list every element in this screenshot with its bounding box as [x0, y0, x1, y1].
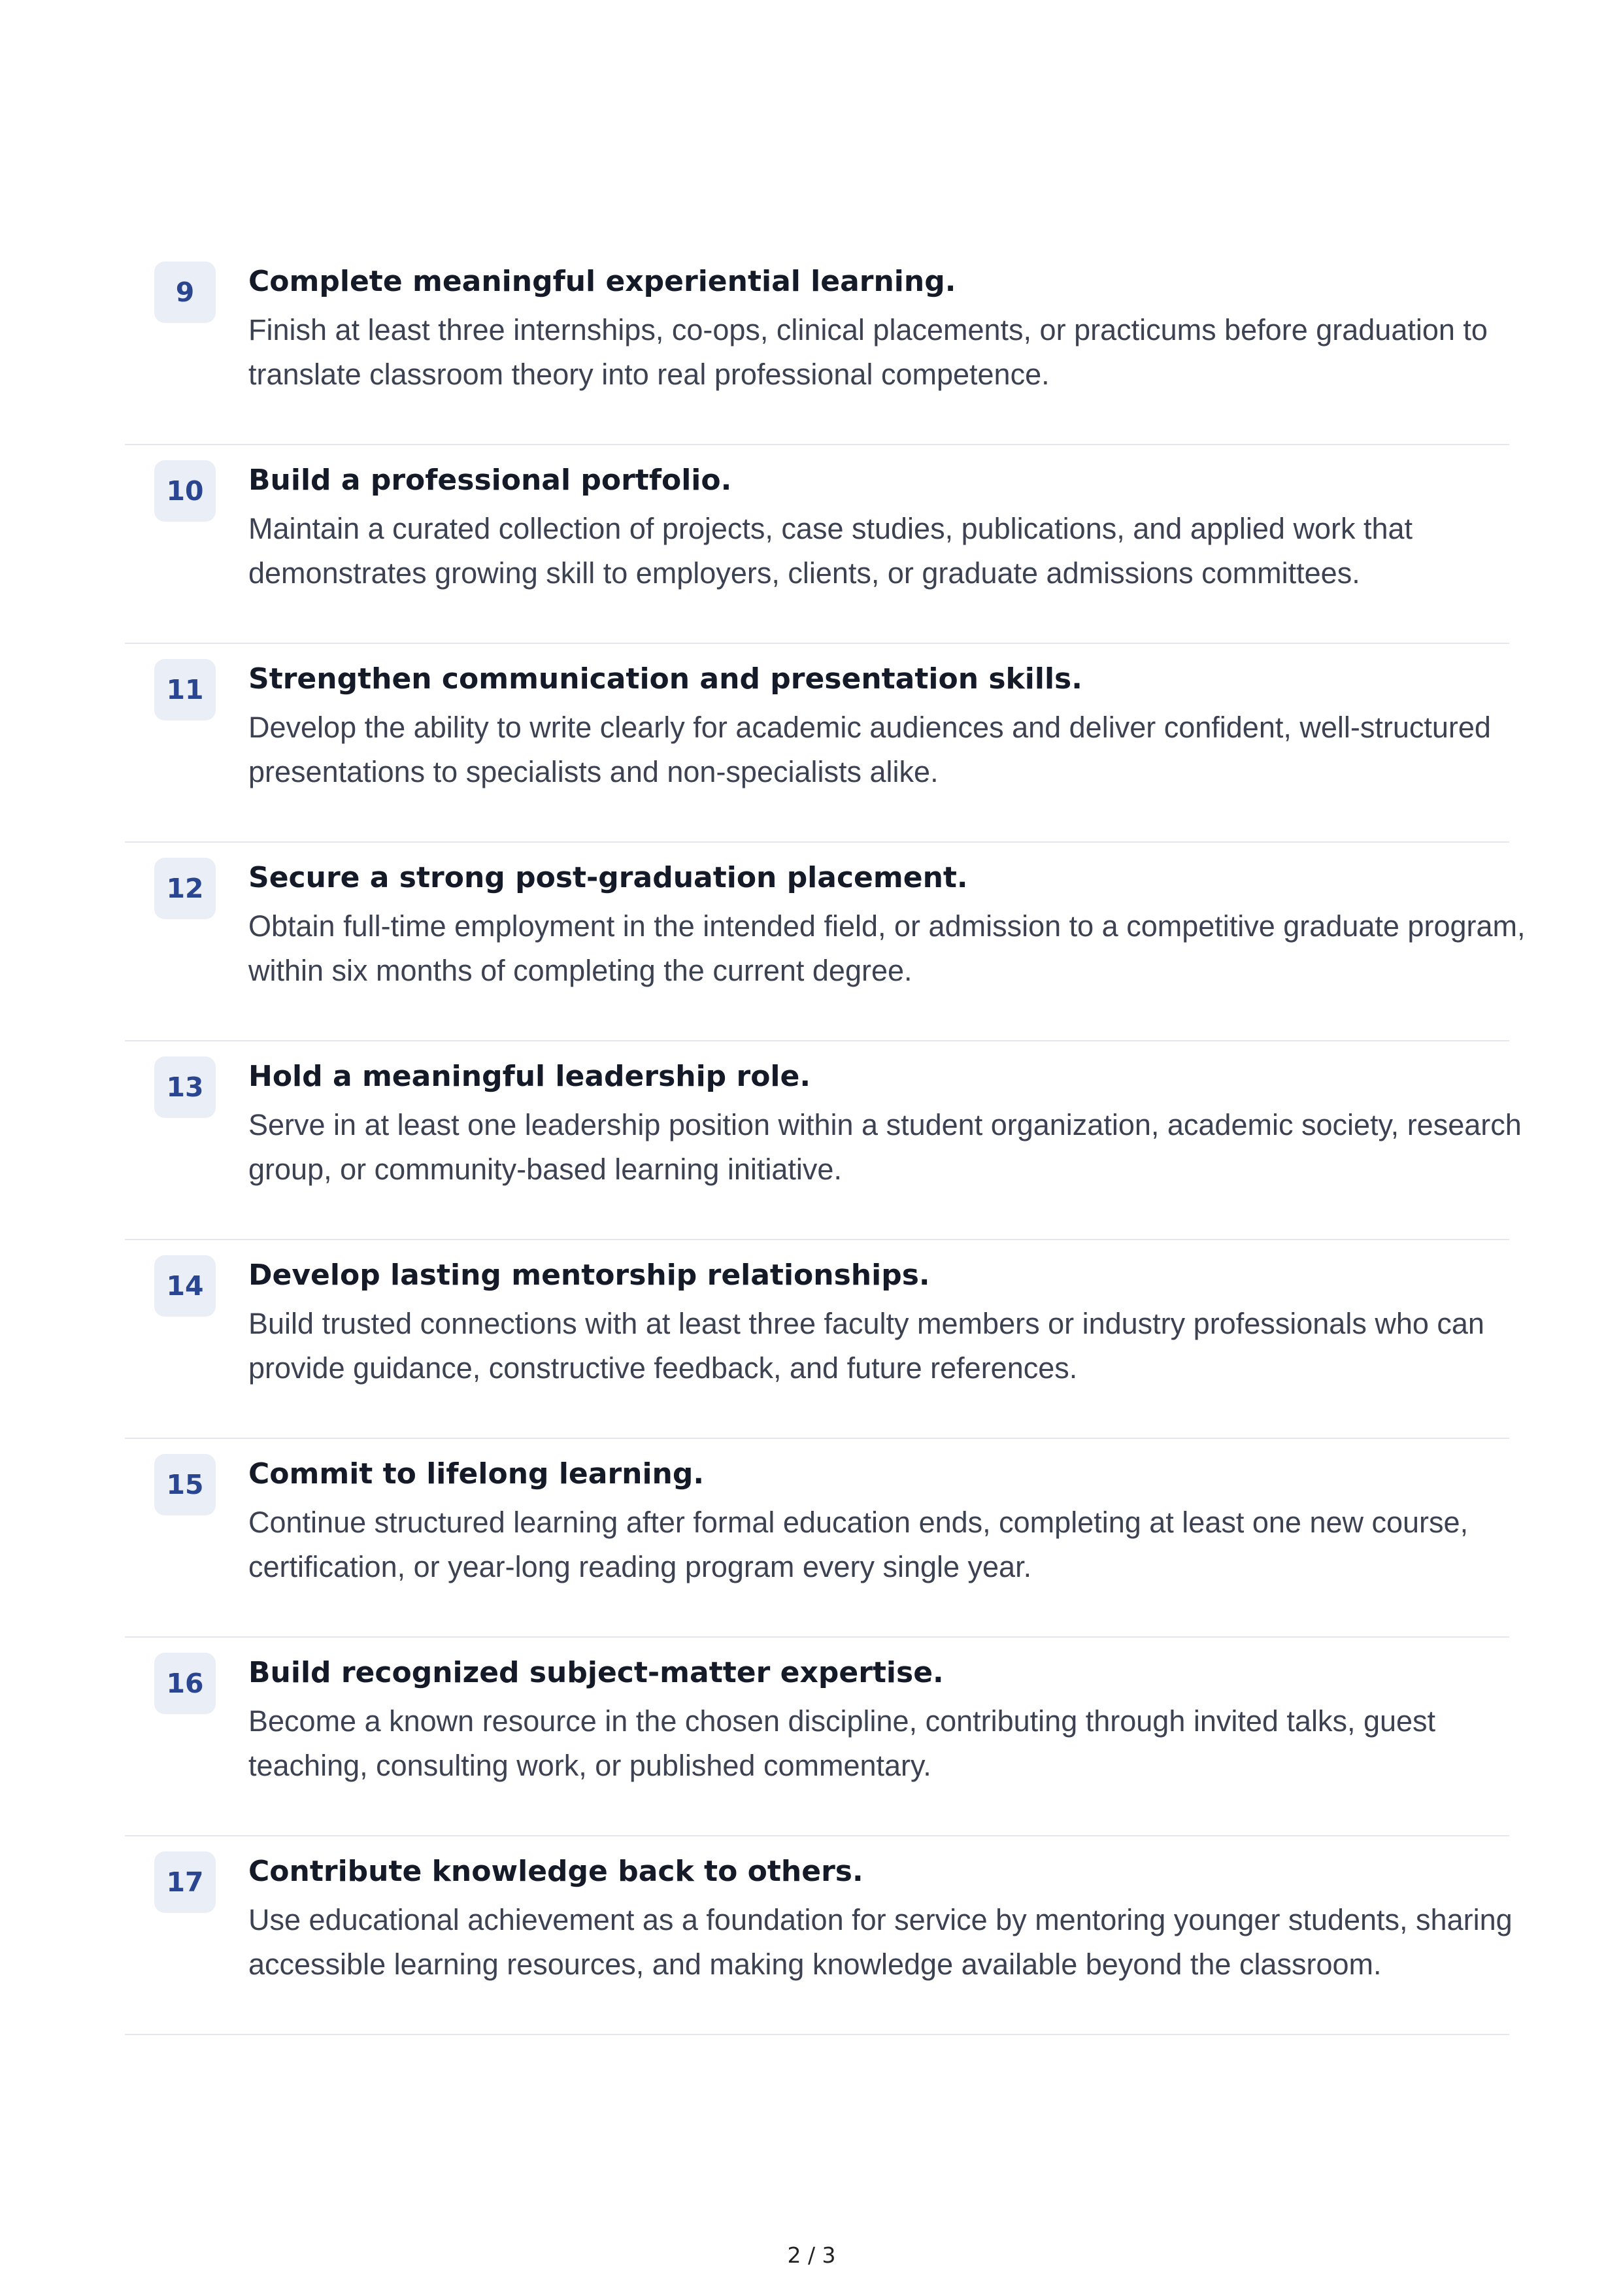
goal-description-line: Build trusted connections with at least three faculty members or industry professionals who can [248, 1307, 1484, 1340]
goal-description [248, 705, 1621, 794]
goal-description [248, 1898, 1621, 1987]
goal-description-line: Use educational achievement as a foundation for service by mentoring younger students, sharing [248, 1903, 1513, 1936]
goal-description-line: Finish at least three internships, co-ops, clinical placements, or practicums before graduation to [248, 313, 1488, 346]
goal-item [125, 1836, 1513, 2035]
goal-description [248, 1500, 1621, 1589]
goal-item [125, 1240, 1509, 1439]
page-number: 2 / 3 [787, 2242, 836, 2268]
goal-title: Commit to lifelong learning. [248, 1457, 705, 1491]
goal-description-line: within six months of completing the current degree. [248, 954, 912, 987]
goal-description [248, 1302, 1621, 1391]
goal-description-line: Continue structured learning after formal education ends, completing at least one new course, [248, 1506, 1469, 1539]
goal-number-badge: 16 [154, 1653, 216, 1714]
goal-description [248, 308, 1621, 397]
goal-title: Complete meaningful experiential learning. [248, 265, 956, 298]
goal-list [125, 246, 1526, 2035]
goal-item [125, 1439, 1509, 1638]
goal-item [125, 644, 1509, 843]
goal-title: Contribute knowledge back to others. [248, 1855, 863, 1888]
goal-description-line: provide guidance, constructive feedback, and future references. [248, 1351, 1078, 1385]
goal-number-badge: 14 [154, 1255, 216, 1317]
goal-item [125, 445, 1509, 644]
goal-number-badge: 13 [154, 1056, 216, 1118]
goal-number-badge: 17 [154, 1851, 216, 1913]
goal-description-line: presentations to specialists and non-specialists alike. [248, 755, 939, 788]
goal-item [125, 1041, 1522, 1240]
goal-description [248, 1699, 1621, 1788]
goal-description-line: Obtain full-time employment in the intended field, or admission to a competitive graduate program, [248, 909, 1526, 943]
goal-item [125, 843, 1526, 1041]
goal-description [248, 904, 1621, 993]
goal-item [125, 1638, 1509, 1836]
goal-number-badge: 15 [154, 1454, 216, 1515]
goal-description-line: certification, or year-long reading program every single year. [248, 1550, 1032, 1583]
goal-description [248, 507, 1621, 596]
goal-description-line: translate classroom theory into real professional competence. [248, 358, 1050, 391]
goal-item [125, 246, 1509, 445]
goal-description-line: Develop the ability to write clearly for academic audiences and deliver confident, well-structured [248, 711, 1491, 744]
goal-description-line: Maintain a curated collection of projects, case studies, publications, and applied work that [248, 512, 1413, 545]
goal-description-line: demonstrates growing skill to employers, clients, or graduate admissions committees. [248, 556, 1360, 590]
goal-title: Build recognized subject-matter expertise. [248, 1656, 944, 1689]
goal-title: Strengthen communication and presentation skills. [248, 662, 1082, 696]
goal-number-badge: 10 [154, 460, 216, 522]
goal-title: Secure a strong post-graduation placement. [248, 861, 968, 894]
goal-description-line: accessible learning resources, and making knowledge available beyond the classroom. [248, 1948, 1382, 1981]
goal-description-line: Become a known resource in the chosen discipline, contributing through invited talks, guest [248, 1704, 1436, 1738]
goal-number-badge: 12 [154, 858, 216, 919]
goal-description [248, 1103, 1621, 1192]
goal-number-badge: 11 [154, 659, 216, 720]
goal-description-line: group, or community-based learning initiative. [248, 1153, 842, 1186]
goal-description-line: Serve in at least one leadership position within a student organization, academic society, research [248, 1108, 1522, 1141]
goal-number-badge: 9 [154, 262, 216, 323]
goal-title: Hold a meaningful leadership role. [248, 1060, 811, 1093]
goal-title: Build a professional portfolio. [248, 464, 732, 497]
goal-description-line: teaching, consulting work, or published commentary. [248, 1749, 931, 1782]
goal-title: Develop lasting mentorship relationships. [248, 1258, 930, 1292]
